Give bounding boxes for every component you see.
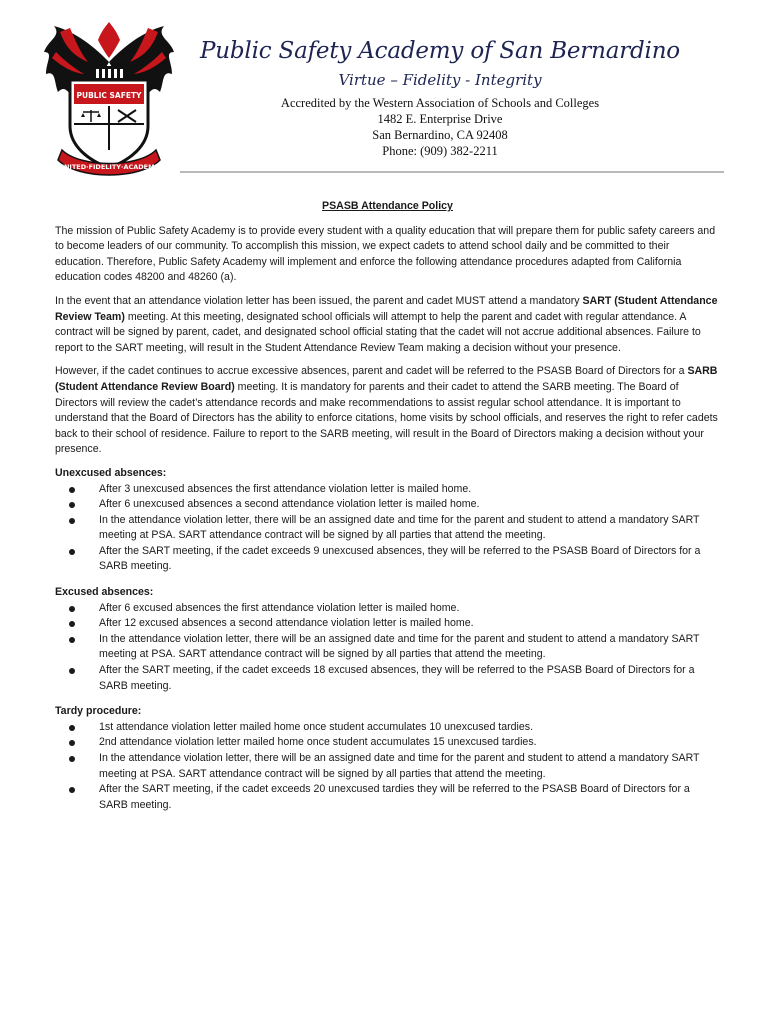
list-item-text: After 3 unexcused absences the first attendance violation letter is mailed home.: [99, 482, 472, 495]
list-item: [55, 616, 720, 632]
list-item: [55, 544, 720, 575]
bullet-icon: [69, 606, 75, 612]
policy-title: PSASB Attendance Policy: [322, 200, 453, 212]
bullet-icon: [69, 740, 75, 746]
bullet-icon: [69, 637, 75, 643]
policy-body: [55, 199, 720, 813]
sart-term: SART (Student Attendance Review Team): [55, 294, 718, 323]
sart-text-after: meeting. At this meeting, designated school officials will attempt to help the parent and cadet with regular attendance. A contract will be signed by parent, cadet, and designated school official stating that the cadet will not accrue additional absences. Failure to report to the SART meeting, will result in the Student Attendance Review Team making a decision without your presence.: [55, 310, 701, 354]
tardy-list: [55, 720, 720, 814]
city-address: San Bernardino, CA 92408: [372, 128, 508, 142]
sarb-text-before: However, if the cadet continues to accrue excessive absences, parent and cadet will be referred to the PSASB Board of Directors for a: [55, 365, 688, 378]
list-item: [55, 497, 720, 513]
list-item-text: After 12 excused absences a second attendance violation letter is mailed home.: [99, 617, 474, 630]
school-name: Public Safety Academy of San Bernardino: [200, 38, 680, 64]
list-item: [55, 601, 720, 617]
list-item-text: 2nd attendance violation letter mailed home once student accumulates 15 unexcused tardies.: [99, 736, 537, 749]
sarb-paragraph: [55, 364, 720, 458]
list-item-text: In the attendance violation letter, there will be an assigned date and time for the parent and student to attend a mandatory SART meeting at PSA. SART attendance contract will be signed by all parties that attend the meeting.: [99, 632, 700, 661]
sart-paragraph: [55, 294, 720, 356]
bullet-icon: [69, 787, 75, 793]
unexcused-heading: Unexcused absences:: [55, 466, 167, 479]
phone-number: Phone: (909) 382-2211: [382, 144, 498, 158]
bullet-icon: [69, 549, 75, 555]
list-item-text: After the SART meeting, if the cadet exceeds 18 excused absences, they will be referred to the PSASB Board of Directors for a SARB meeting.: [99, 664, 695, 692]
list-item-text: 1st attendance violation letter mailed home once student accumulates 10 unexcused tardies.: [99, 720, 534, 733]
header-divider: [180, 171, 724, 173]
excused-list: [55, 601, 720, 695]
list-item-text: After 6 excused absences the first attendance violation letter is mailed home.: [99, 601, 460, 614]
excused-heading: Excused absences:: [55, 586, 154, 599]
list-item: [55, 782, 720, 813]
list-item: [55, 751, 720, 782]
mission-paragraph: The mission of Public Safety Academy is to provide every student with a quality education that will prepare them for public safety careers and to become leaders of our community. To accomplish this mission, we expect cadets to attend school daily and be committed to their education. Therefore, Public Safety Academy will implement and enforce the following attendance procedures adapted from California education codes 48200 and 48260 (a).: [55, 224, 716, 284]
list-item-text: After the SART meeting, if the cadet exceeds 20 unexcused tardies they will be referred to the PSASB Board of Directors for a SARB meeting.: [99, 783, 690, 811]
street-address: 1482 E. Enterprise Drive: [377, 112, 503, 126]
list-item: [55, 632, 720, 663]
bullet-icon: [69, 756, 75, 762]
list-item: [55, 482, 720, 498]
school-motto: Virtue – Fidelity - Integrity: [338, 71, 542, 89]
list-item-text: After 6 unexcused absences a second attendance violation letter is mailed home.: [99, 498, 480, 511]
bullet-icon: [69, 502, 75, 508]
list-item-text: After the SART meeting, if the cadet exceeds 9 unexcused absences, they will be referred to the PSASB Board of Directors for a SARB meeting.: [99, 544, 701, 573]
bullet-icon: [69, 725, 75, 731]
list-item: [55, 513, 720, 544]
bullet-icon: [69, 487, 75, 493]
list-item-text: In the attendance violation letter, there will be an assigned date and time for the parent and student to attend a mandatory SART meeting at PSA. SART attendance contract will be signed by all parties that attend the meeting.: [99, 513, 700, 542]
list-item: [55, 735, 720, 751]
list-item: [55, 720, 720, 736]
bullet-icon: [69, 518, 75, 524]
svg-text:UNITED·FIDELITY·ACADEMY: UNITED·FIDELITY·ACADEMY: [58, 163, 160, 171]
letterhead: [200, 36, 680, 159]
accreditation-line: Accredited by the Western Association of Schools and Colleges: [280, 96, 600, 110]
academy-crest-logo: [40, 22, 178, 182]
list-item-text: In the attendance violation letter, there will be an assigned date and time for the parent and student to attend a mandatory SART meeting at PSA. SART attendance contract will be signed by all parties that attend the meeting.: [99, 752, 700, 780]
tardy-heading: Tardy procedure:: [55, 705, 142, 718]
sarb-text-after: meeting. It is mandatory for parents and their cadet to attend the SARB meeting. The Board of Directors will review the cadet’s attendance records and make recommendations to assist regular school attendance. It is important to understand that the Board of Directors has the ability to enforce citations, home visits by school officials, and reserves the right to refer cadets back to their school of residence. Failure to report to the SARB meeting, will result in the Board of Directors making a decision without your presence.: [55, 380, 718, 456]
bullet-icon: [69, 668, 75, 674]
bullet-icon: [69, 621, 75, 627]
unexcused-list: [55, 482, 720, 576]
list-item: [55, 663, 720, 694]
sart-text-before: In the event that an attendance violation letter has been issued, the parent and cadet MUST attend a mandatory: [55, 294, 583, 307]
sarb-term: SARB (Student Attendance Review Board): [55, 365, 718, 393]
svg-text:PUBLIC SAFETY: PUBLIC SAFETY: [76, 91, 142, 100]
